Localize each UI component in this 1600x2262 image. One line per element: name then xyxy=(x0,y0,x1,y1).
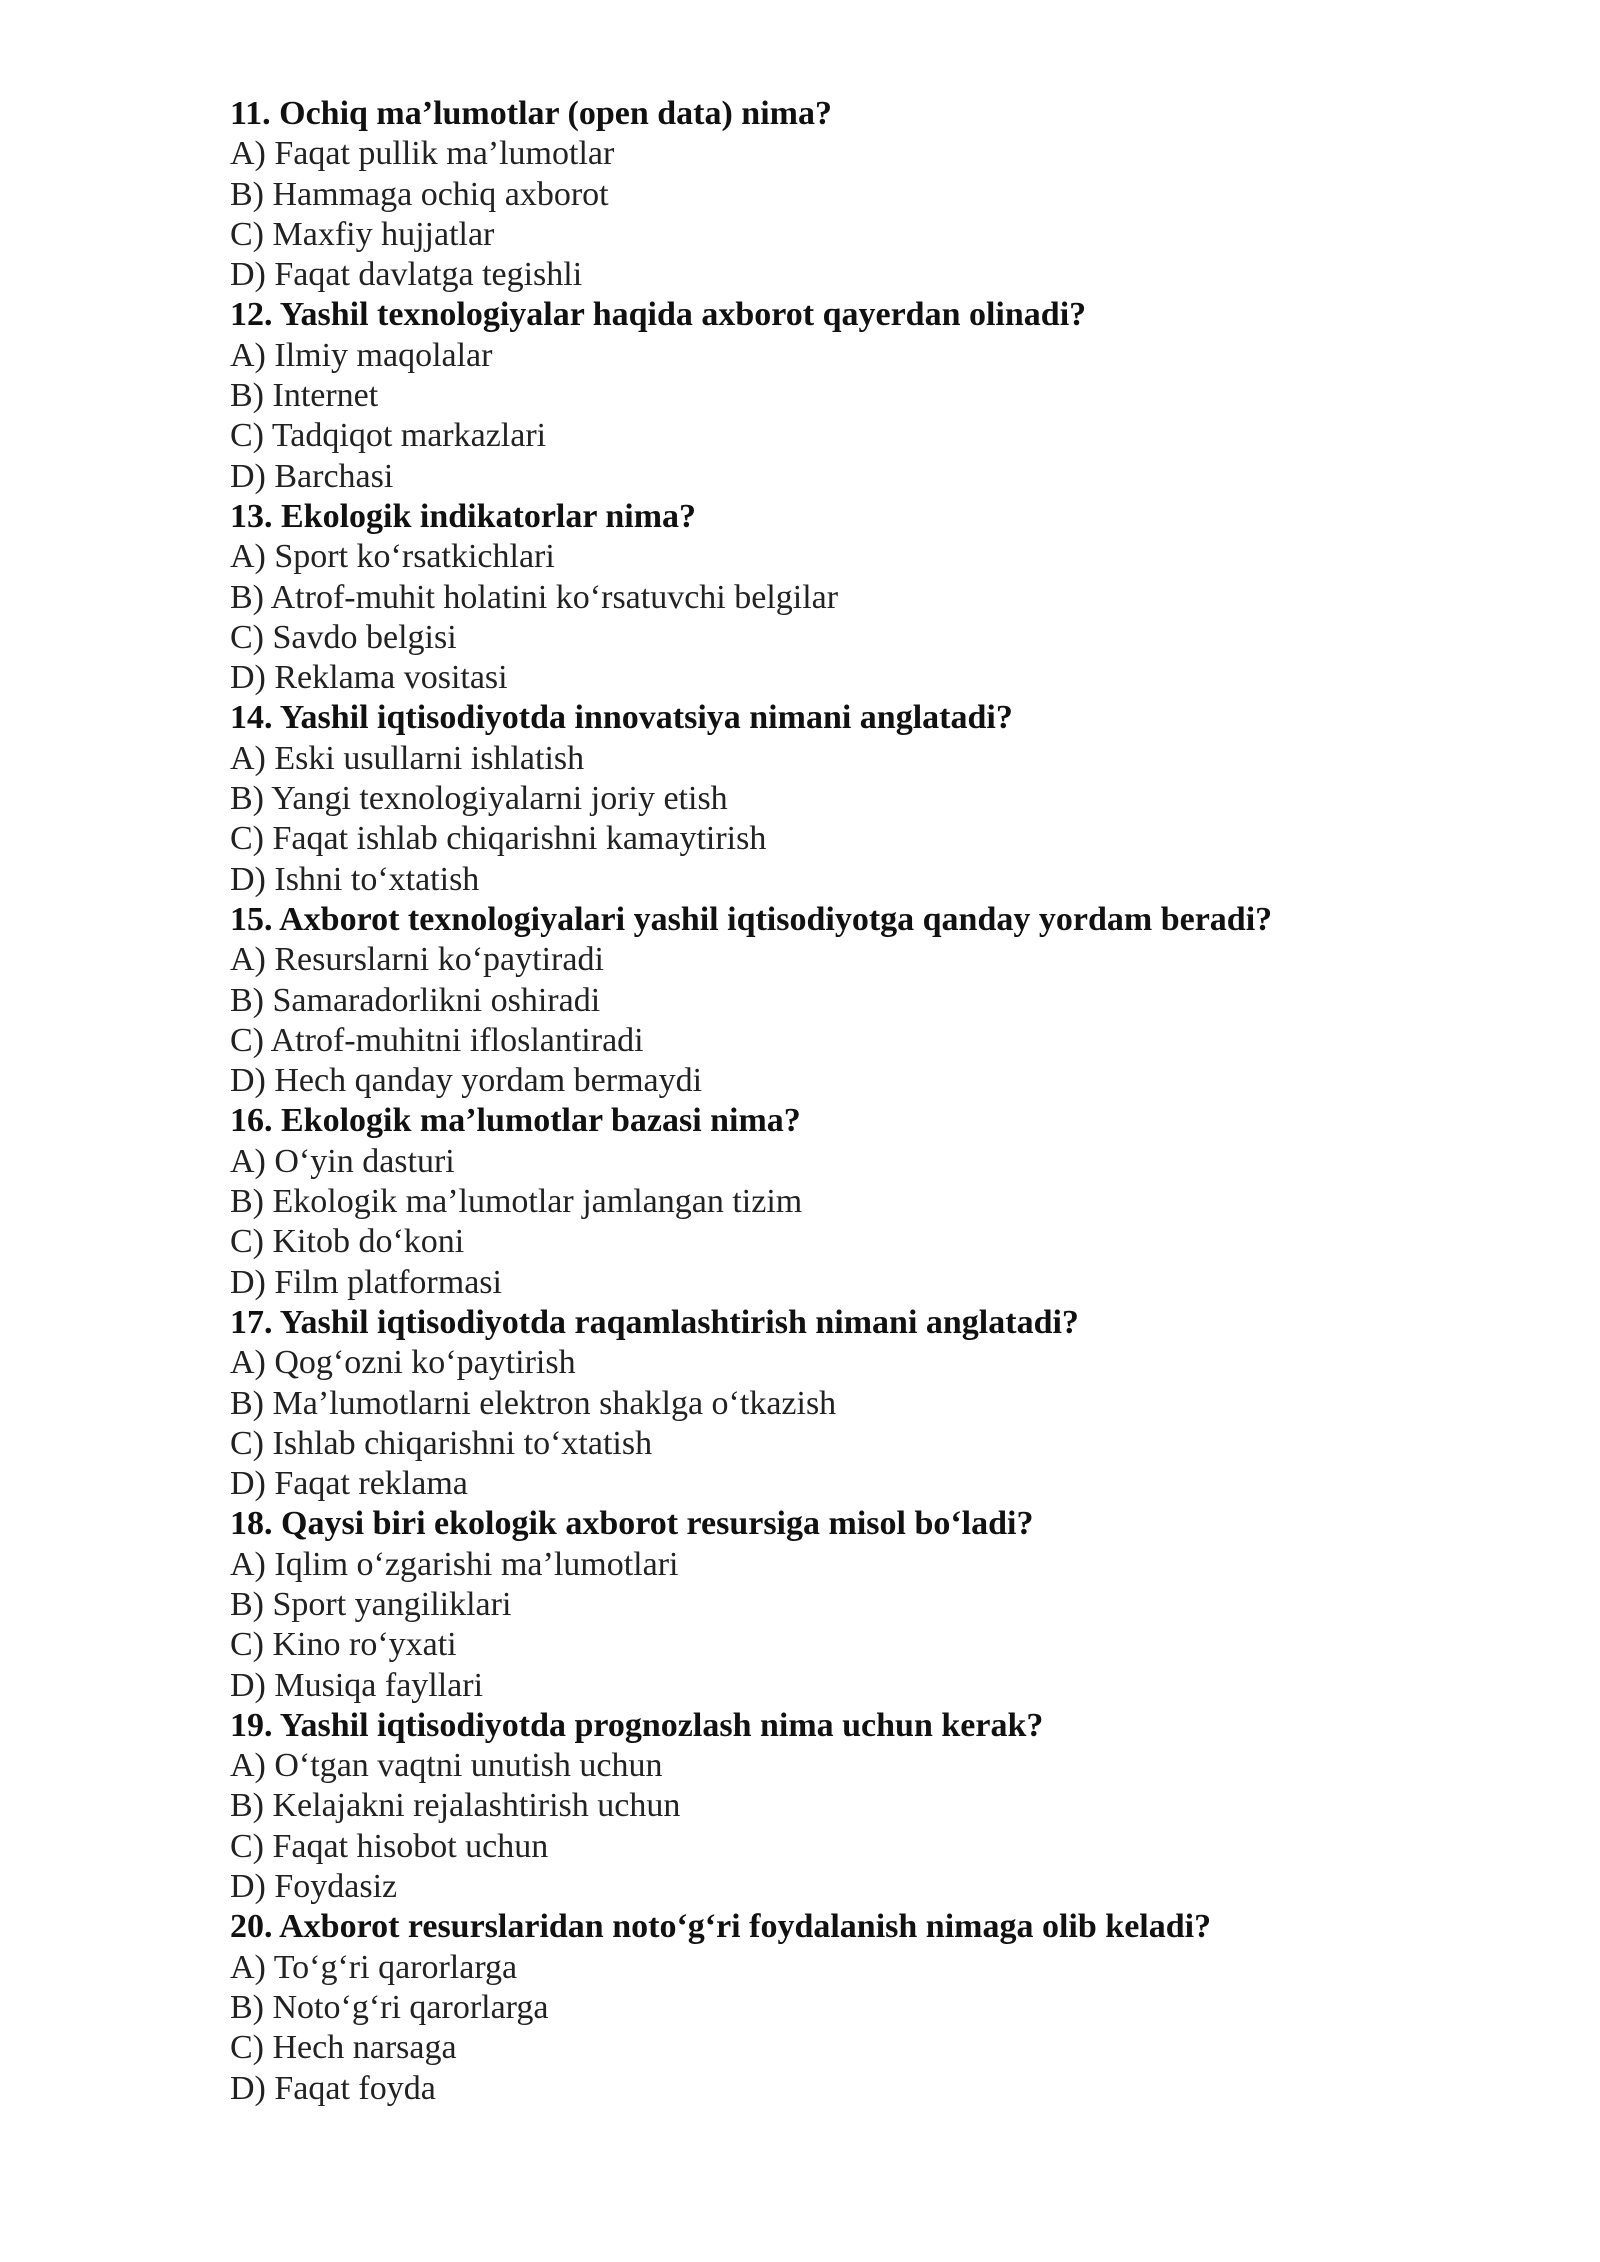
answer-option: A) O‘tgan vaqtni unutish uchun xyxy=(230,1747,663,1785)
answer-option: A) O‘yin dasturi xyxy=(230,1142,455,1180)
answer-option: D) Musiqa fayllari xyxy=(230,1666,484,1704)
question-text: 13. Ekologik indikatorlar nima? xyxy=(230,497,697,535)
question-text: 19. Yashil iqtisodiyotda prognozlash nima uchun kerak? xyxy=(230,1706,1044,1744)
answer-option: B) Noto‘g‘ri qarorlarga xyxy=(230,1988,549,2026)
answer-option: B) Hammaga ochiq axborot xyxy=(230,175,609,213)
answer-option: A) Qog‘ozni ko‘paytirish xyxy=(230,1344,576,1382)
question-block xyxy=(230,295,1530,496)
question-text: 18. Qaysi biri ekologik axborot resursiga misol bo‘ladi? xyxy=(230,1505,1034,1543)
answer-option: C) Kitob do‘koni xyxy=(230,1223,465,1261)
answer-option: D) Ishni to‘xtatish xyxy=(230,860,480,898)
answer-option: C) Maxfiy hujjatlar xyxy=(230,215,495,253)
answer-option: C) Savdo belgisi xyxy=(230,618,457,656)
answer-option: C) Ishlab chiqarishni to‘xtatish xyxy=(230,1424,653,1462)
answer-option: D) Hech qanday yordam bermaydi xyxy=(230,1062,703,1100)
question-block xyxy=(230,900,1530,1101)
answer-option: A) Iqlim o‘zgarishi ma’lumotlari xyxy=(230,1545,679,1583)
question-text: 16. Ekologik ma’lumotlar bazasi nima? xyxy=(230,1102,801,1140)
answer-option: D) Faqat davlatga tegishli xyxy=(230,256,583,294)
answer-option: D) Faqat foyda xyxy=(230,2069,436,2107)
answer-option: C) Faqat hisobot uchun xyxy=(230,1827,549,1865)
question-text: 11. Ochiq ma’lumotlar (open data) nima? xyxy=(230,95,832,132)
question-text: 15. Axborot texnologiyalari yashil iqtisodiyotga qanday yordam beradi? xyxy=(230,900,1273,938)
question-block xyxy=(230,94,1530,295)
answer-option: C) Kino ro‘yxati xyxy=(230,1626,457,1664)
answer-option: D) Foydasiz xyxy=(230,1868,398,1906)
question-block xyxy=(230,497,1530,698)
answer-option: A) Ilmiy maqolalar xyxy=(230,336,493,374)
answer-option: C) Hech narsaga xyxy=(230,2029,457,2067)
answer-option: B) Ma’lumotlarni elektron shaklga o‘tkazish xyxy=(230,1384,837,1422)
question-text: 20. Axborot resurslaridan noto‘g‘ri foydalanish nimaga olib keladi? xyxy=(230,1908,1212,1946)
answer-option: A) Eski usullarni ishlatish xyxy=(230,739,585,777)
answer-option: B) Ekologik ma’lumotlar jamlangan tizim xyxy=(230,1183,803,1221)
answer-option: B) Sport yangiliklari xyxy=(230,1585,512,1623)
question-text: 12. Yashil texnologiyalar haqida axborot qayerdan olinadi? xyxy=(230,296,1087,334)
question-block xyxy=(230,1706,1530,1907)
answer-option: A) Sport ko‘rsatkichlari xyxy=(230,538,555,576)
answer-option: B) Yangi texnologiyalarni joriy etish xyxy=(230,780,728,818)
answer-option: B) Kelajakni rejalashtirish uchun xyxy=(230,1787,681,1825)
question-block xyxy=(230,1101,1530,1302)
question-text: 17. Yashil iqtisodiyotda raqamlashtirish nimani anglatadi? xyxy=(230,1303,1079,1341)
answer-option: D) Faqat reklama xyxy=(230,1465,468,1503)
answer-option: D) Film platformasi xyxy=(230,1263,502,1301)
answer-option: C) Faqat ishlab chiqarishni kamaytirish xyxy=(230,820,767,858)
question-block xyxy=(230,1303,1530,1504)
answer-option: C) Tadqiqot markazlari xyxy=(230,417,547,455)
answer-option: D) Reklama vositasi xyxy=(230,659,508,697)
answer-option: D) Barchasi xyxy=(230,457,394,495)
question-block xyxy=(230,1907,1530,2108)
question-text: 14. Yashil iqtisodiyotda innovatsiya nimani anglatadi? xyxy=(230,699,1013,737)
answer-option: A) To‘g‘ri qarorlarga xyxy=(230,1948,518,1986)
answer-option: A) Resurslarni ko‘paytiradi xyxy=(230,941,604,979)
answer-option: A) Faqat pullik ma’lumotlar xyxy=(230,135,615,173)
question-block xyxy=(230,1504,1530,1705)
question-block xyxy=(230,698,1530,899)
answer-option: C) Atrof-muhitni ifloslantiradi xyxy=(230,1021,644,1059)
answer-option: B) Internet xyxy=(230,377,379,415)
document-page xyxy=(230,94,1530,2109)
answer-option: B) Samaradorlikni oshiradi xyxy=(230,981,601,1019)
answer-option: B) Atrof-muhit holatini ko‘rsatuvchi belgilar xyxy=(230,578,839,616)
